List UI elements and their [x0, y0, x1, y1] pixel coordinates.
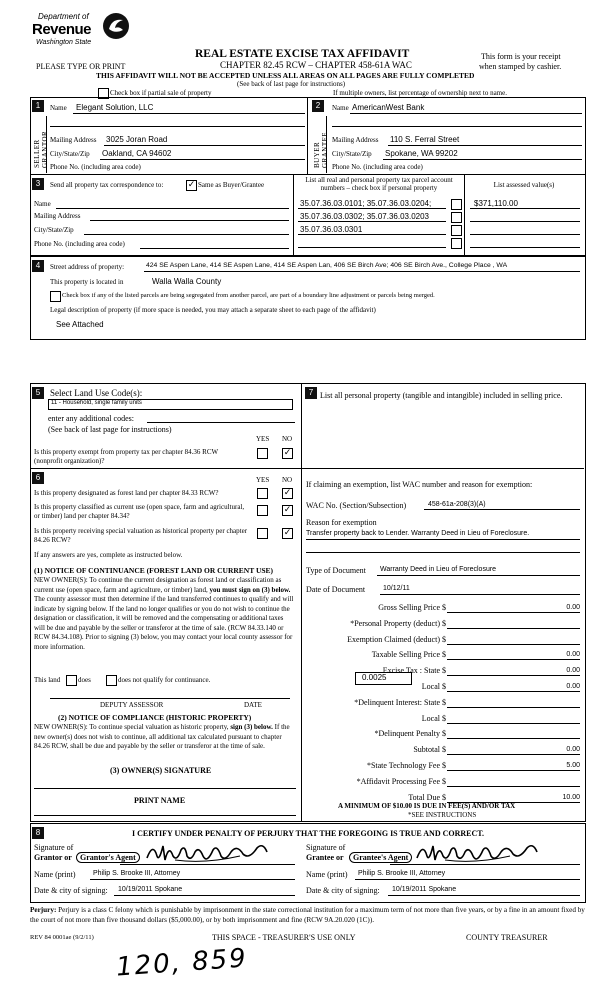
street-address[interactable]: 424 SE Aspen Lane, 414 SE Aspen Lane, 414 SE Aspen Lan, 406 SE Birch Ave; 406 SE Birch Ave., College Place , WA: [146, 262, 508, 269]
located-label: This property is located in: [50, 278, 124, 286]
section-4-number: 4: [32, 260, 44, 272]
see-back: (See back of last page for instructions): [237, 80, 346, 88]
grantor-sig-label1: Signature of: [34, 843, 74, 852]
doc-date-label: Date of Document: [306, 585, 366, 594]
grantee-name-label: Name (print): [306, 870, 348, 879]
parcel-2-checkbox[interactable]: [451, 212, 462, 223]
reason-value[interactable]: Transfer property back to Lender. Warranty Deed in Lieu of Foreclosure.: [306, 530, 530, 537]
assessed-header: List assessed value(s): [493, 181, 555, 189]
parcel-3[interactable]: 35.07.36.03.0301: [300, 225, 363, 234]
warning: THIS AFFIDAVIT WILL NOT BE ACCEPTED UNLESS ALL AREAS ON ALL PAGES ARE FULLY COMPLETED: [96, 71, 475, 80]
grantee-sig-label1: Signature of: [306, 843, 346, 852]
land-use-value: 11 - Household, single family units: [51, 400, 142, 406]
current-use-question: Is this property classified as current use (open space, farm and agricultural, or timber) land per chapter 84.34?: [34, 503, 245, 520]
perjury-text: Perjury: Perjury is a class C felony which is punishable by imprisonment in the state correctional institution for a maximum term of not more than five years, or by a fine in an amount fixed by the court of not more than five thousand dollars ($5,000.00), or by both imprisonment and fine (RCW 9A.20.020 (1C)).: [30, 906, 585, 924]
section-1-number: 1: [32, 100, 44, 112]
grantor-name[interactable]: Philip S. Brooke III, Attorney: [93, 870, 181, 877]
forest-yes-checkbox[interactable]: [257, 488, 268, 499]
does-not-label: does not qualify for continuance.: [118, 676, 211, 684]
tax-row-label: Subtotal $: [413, 745, 446, 754]
parcel-header: List all real and personal property tax parcel account numbers – check box if personal property: [305, 176, 453, 192]
doc-type-value[interactable]: Warranty Deed in Lieu of Foreclosure: [380, 566, 497, 573]
tax-row-value[interactable]: 0.00: [566, 667, 580, 674]
segregated-checkbox[interactable]: [50, 291, 61, 302]
dept-line1: Department of: [38, 12, 89, 21]
grantee-signature[interactable]: [415, 838, 540, 866]
parcel-4-checkbox[interactable]: [451, 238, 462, 249]
buyer-side-label: BUYER GRANTEE: [313, 131, 329, 168]
dept-line3: Washington State: [36, 39, 92, 46]
sec6-no: NO: [282, 476, 293, 484]
sec3-name-label: Name: [34, 200, 51, 208]
street-label: Street address of property:: [50, 263, 125, 271]
section-7-number: 7: [305, 387, 317, 399]
assessed-value[interactable]: $371,110.00: [474, 199, 518, 208]
sec3-phone-label: Phone No. (including area code): [34, 240, 125, 248]
buyer-name[interactable]: AmericanWest Bank: [352, 103, 425, 112]
treasurer-use-label: THIS SPACE - TREASURER'S USE ONLY: [212, 933, 356, 942]
seller-name-label: Name: [50, 104, 67, 112]
partial-sale-label: Check box if partial sale of property: [110, 89, 212, 97]
buyer-city-label: City/State/Zip: [332, 150, 372, 158]
exempt-question: Is this property exempt from property tax per chapter 84.36 RCW (nonprofit organization)?: [34, 448, 218, 465]
grantee-agent-label: Grantee's Agent: [349, 852, 412, 863]
current-use-no-checkbox[interactable]: ✓: [283, 505, 292, 515]
located-county[interactable]: Walla Walla County: [152, 277, 222, 286]
seller-mail[interactable]: 3025 Joran Road: [106, 135, 168, 144]
parcel-3-checkbox[interactable]: [451, 225, 462, 236]
sec3-mail-label: Mailing Address: [34, 212, 81, 220]
form-subtitle: CHAPTER 82.45 RCW – CHAPTER 458-61A WAC: [220, 60, 412, 70]
land-use-label: Select Land Use Code(s):: [50, 388, 143, 398]
does-label: does: [78, 676, 91, 684]
tax-row-label: Local $: [421, 682, 446, 691]
same-as-buyer-checkbox[interactable]: ✓: [187, 180, 196, 190]
sec3-city-label: City/State/Zip: [34, 226, 74, 234]
receipt-line2: when stamped by cashier.: [479, 62, 562, 71]
tax-row-value[interactable]: 0.00: [566, 604, 580, 611]
send-tax-label: Send all property tax correspondence to:: [50, 181, 164, 189]
seller-mail-label: Mailing Address: [50, 136, 97, 144]
grantor-signature[interactable]: [145, 838, 270, 866]
if-yes-note: If any answers are yes, complete as instructed below.: [34, 551, 183, 559]
legal-label: Legal description of property (if more space is needed, you may attach a separate sheet to each page of the affidavit): [50, 306, 376, 314]
grantee-name[interactable]: Philip S. Brooke III, Attorney: [358, 870, 446, 877]
parcel-1[interactable]: 35.07.36.03.0101; 35.07.36.03.0204;: [300, 199, 432, 208]
exempt-yes-checkbox[interactable]: [257, 448, 268, 459]
dor-logo-icon: [102, 12, 130, 40]
tax-row-value[interactable]: 0.00: [566, 746, 580, 753]
see-instructions: *SEE INSTRUCTIONS: [408, 811, 477, 819]
tax-row-label: *State Technology Fee $: [366, 761, 446, 770]
sec5-yes: YES: [256, 435, 270, 443]
does-not-checkbox[interactable]: [106, 675, 117, 686]
legal-description[interactable]: See Attached: [56, 320, 104, 329]
buyer-name-label: Name: [332, 104, 349, 112]
county-treasurer-label: COUNTY TREASURER: [466, 933, 548, 942]
dor-logo: [32, 12, 132, 54]
form-title: REAL ESTATE EXCISE TAX AFFIDAVIT: [195, 48, 410, 60]
seller-side-label: SELLER GRANTOR: [33, 130, 49, 168]
sec6-yes: YES: [256, 476, 270, 484]
same-as-buyer-label: Same as Buyer/Grantee: [198, 181, 265, 189]
exempt-no-checkbox[interactable]: ✓: [283, 448, 292, 458]
seller-name[interactable]: Elegant Solution, LLC: [76, 103, 154, 112]
segregated-label: Check box if any of the listed parcels are being segregated from another parcel, are part of a boundary line adjustment or parcels being merged.: [62, 292, 435, 299]
sec5-no: NO: [282, 435, 293, 443]
notice2-title: (2) NOTICE OF COMPLIANCE (HISTORIC PROPERTY): [58, 713, 252, 722]
seller-phone-label: Phone No. (including area code): [50, 163, 141, 171]
owner-signature-label: (3) OWNER(S) SIGNATURE: [110, 766, 212, 775]
tax-row-value[interactable]: 10.00: [562, 794, 580, 801]
doc-type-label: Type of Document: [306, 566, 366, 575]
tax-row-label: Local $: [421, 714, 446, 723]
deputy-assessor-label: DEPUTY ASSESSOR: [100, 701, 164, 709]
tax-row-label: Taxable Selling Price $: [371, 650, 446, 659]
date-label: DATE: [244, 701, 262, 709]
personal-property-label: List all personal property (tangible and intangible) included in selling price.: [320, 391, 563, 400]
tax-row-label: *Personal Property (deduct) $: [350, 619, 446, 628]
section-2-number: 2: [312, 100, 324, 112]
parcel-1-checkbox[interactable]: [451, 199, 462, 210]
buyer-phone-label: Phone No. (including area code): [332, 163, 423, 171]
tax-row-value[interactable]: 0.00: [566, 651, 580, 658]
section-6-number: 6: [32, 472, 44, 484]
grantee-date-label: Date & city of signing:: [306, 886, 380, 895]
buyer-mail[interactable]: 110 S. Ferral Street: [390, 135, 460, 144]
print-name-label: PRINT NAME: [134, 796, 186, 805]
tax-row-label: Gross Selling Price $: [378, 603, 446, 612]
receipt-line1: This form is your receipt: [481, 52, 561, 61]
grantor-date-label: Date & city of signing:: [34, 886, 108, 895]
grantor-name-label: Name (print): [34, 870, 76, 879]
local-rate: 0.0025: [362, 673, 387, 682]
forest-no-checkbox[interactable]: ✓: [283, 488, 292, 498]
grantor-sig-label2: Grantor or: [34, 853, 72, 862]
tax-row-label: Total Due $: [408, 793, 446, 802]
section-3-number: 3: [32, 178, 44, 190]
handwritten-number: 120, 859: [115, 943, 249, 983]
forest-question: Is this property designated as forest land per chapter 84.33 RCW?: [34, 489, 219, 497]
this-land-label: This land: [34, 676, 61, 684]
additional-codes-label: enter any additional codes:: [48, 414, 134, 423]
tax-row-value[interactable]: 5.00: [566, 762, 580, 769]
current-use-yes-checkbox[interactable]: [257, 505, 268, 516]
doc-date-value[interactable]: 10/12/11: [383, 585, 410, 592]
seller-city-label: City/State/Zip: [50, 150, 90, 158]
please-type: PLEASE TYPE OR PRINT: [36, 62, 126, 71]
buyer-mail-label: Mailing Address: [332, 136, 379, 144]
rev-number: REV 84 0001ae (9/2/11): [30, 934, 94, 941]
minimum-note: A MINIMUM OF $10.00 IS DUE IN FEE(S) AND/OR TAX: [338, 802, 516, 810]
grantor-agent-label: Grantor's Agent: [76, 852, 140, 863]
tax-row-label: Exemption Claimed (deduct) $: [347, 635, 446, 644]
multiple-owners: If multiple owners, list percentage of ownership next to name.: [333, 89, 507, 97]
historic-no-checkbox[interactable]: ✓: [283, 528, 292, 538]
wac-label: WAC No. (Section/Subsection): [306, 501, 407, 510]
grantee-sig-label2: Grantee or: [306, 853, 344, 862]
sec5-see-back: (See back of last page for instructions): [48, 425, 172, 434]
reason-label: Reason for exemption: [306, 518, 377, 527]
historic-yes-checkbox[interactable]: [257, 528, 268, 539]
notice1-text: NEW OWNER(S): To continue the current designation as forest land or classification as current use (open space, farm and agriculture, or timber) land, you must sign on (3) below. The county assessor must then determine if the land transferred continues to qualify and will indicate by signing below. If the land no longer qualifies or you do not wish to continue the designation or classification, it will be removed and the compensating or additional taxes will be due and payable by the seller or transferor at the time of sale. (RCW 84.33.140 or RCW 84.34.108). Prior to signing (3) below, you may contact your local county assessor for more information.: [34, 576, 294, 651]
tax-row-label: Excise Tax : State $: [382, 666, 446, 675]
parcel-2[interactable]: 35.07.36.03.0302; 35.07.36.03.0203: [300, 212, 430, 221]
buyer-city[interactable]: Spokane, WA 99202: [385, 149, 458, 158]
tax-row-label: *Delinquent Interest: State $: [354, 698, 446, 707]
section-5-number: 5: [32, 387, 44, 399]
wac-value[interactable]: 458-61a-208(3)(A): [428, 501, 486, 508]
seller-city[interactable]: Oakland, CA 94602: [102, 149, 172, 158]
tax-row-value[interactable]: 0.00: [566, 683, 580, 690]
tax-row-label: *Delinquent Penalty $: [374, 729, 446, 738]
notice1-title: (1) NOTICE OF CONTINUANCE (FOREST LAND OR CURRENT USE): [34, 566, 274, 575]
exemption-label: If claiming an exemption, list WAC number and reason for exemption:: [306, 480, 533, 489]
tax-row-label: *Affidavit Processing Fee $: [356, 777, 446, 786]
notice2-text: NEW OWNER(S): To continue special valuation as historic property, sign (3) below. If the new owner(s) does not wish to continue, all additional tax calculated pursuant to chapter 84.26 RCW, shall be due and payable by the seller or transferor at the time of sale.: [34, 723, 290, 750]
section-8-number: 8: [32, 827, 44, 839]
historic-question: Is this property receiving special valuation as historical property per chapter 84.26 RCW?: [34, 527, 248, 544]
grantee-date[interactable]: 10/19/2011 Spokane: [392, 886, 457, 893]
grantor-date[interactable]: 10/19/2011 Spokane: [118, 886, 183, 893]
dept-line2: Revenue: [32, 21, 92, 38]
certify-text: I CERTIFY UNDER PENALTY OF PERJURY THAT THE FOREGOING IS TRUE AND CORRECT.: [132, 829, 485, 838]
does-checkbox[interactable]: [66, 675, 77, 686]
